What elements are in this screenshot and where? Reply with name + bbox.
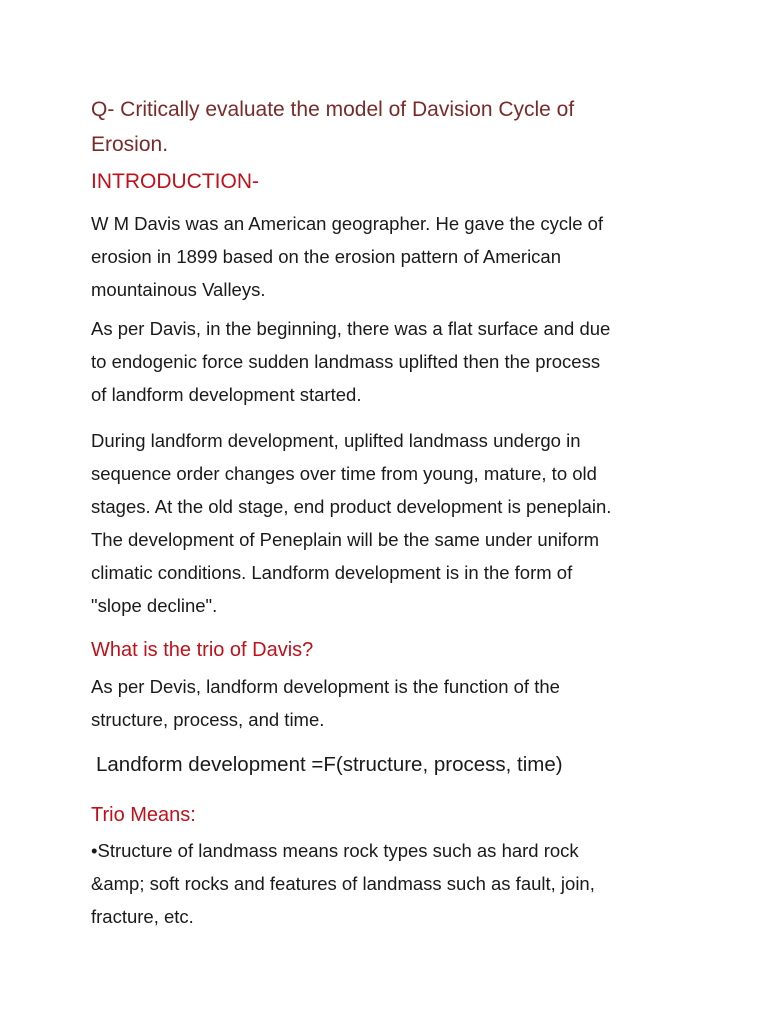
paragraph-trio-definition: As per Devis, landform development is the function of the structure, process, and time.	[91, 676, 560, 730]
paragraph-uplift: As per Davis, in the beginning, there was a flat surface and due to endogenic force sudden landmass uplifted then the process of landform development started.	[91, 318, 611, 405]
introduction-heading: INTRODUCTION-	[91, 170, 259, 193]
question-title: Q- Critically evaluate the model of Davision Cycle of Erosion.	[91, 98, 575, 156]
paragraph-landform-development: During landform development, uplifted landmass undergo in sequence order changes over time from young, mature, to old stages. At the old stage, end product development is peneplain. The development of Peneplain will be the same under uniform climatic conditions. Landform development is in the form of "slope decline".	[91, 430, 612, 616]
trio-means-heading: Trio Means:	[91, 804, 196, 826]
trio-heading: What is the trio of Davis?	[91, 639, 314, 661]
bullet-structure: •Structure of landmass means rock types such as hard rock &amp; soft rocks and features of landmass such as fault, join, fracture, etc.	[91, 840, 595, 927]
formula: Landform development =F(structure, process, time)	[96, 753, 563, 776]
paragraph-davis-bio: W M Davis was an American geographer. He gave the cycle of erosion in 1899 based on the erosion pattern of American mountainous Valleys.	[91, 213, 604, 300]
